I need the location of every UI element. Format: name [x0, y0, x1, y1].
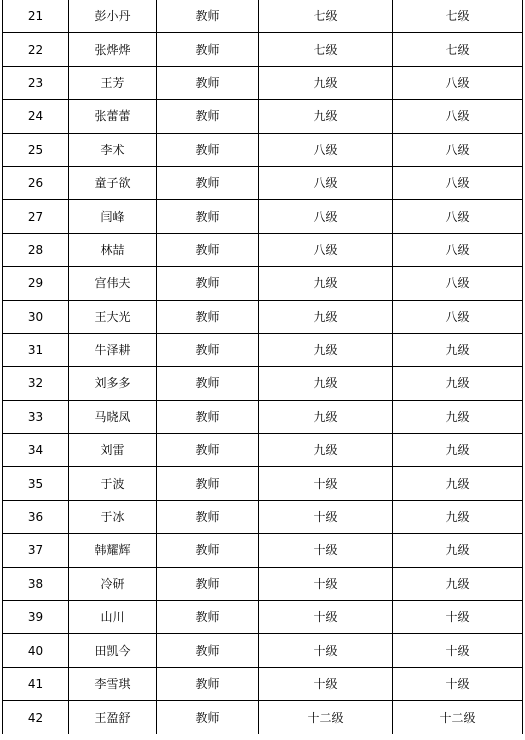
table-row [3, 567, 523, 600]
table-row [3, 300, 523, 333]
table-row [3, 133, 523, 166]
table-row [3, 100, 523, 133]
row-number-cell: 31 [3, 333, 69, 366]
position-cell: 教师 [157, 166, 259, 199]
row-number-cell: 41 [3, 667, 69, 700]
table-row [3, 701, 523, 735]
grade-b-cell: 八级 [393, 66, 523, 99]
grade-b-cell: 九级 [393, 400, 523, 433]
table-row [3, 400, 523, 433]
name-cell: 王芳 [69, 66, 157, 99]
row-number-cell: 38 [3, 567, 69, 600]
name-cell: 冷研 [69, 567, 157, 600]
name-cell: 田凯今 [69, 634, 157, 667]
table-row [3, 667, 523, 700]
grade-b-cell: 九级 [393, 333, 523, 366]
table-row [3, 601, 523, 634]
grade-b-cell: 九级 [393, 434, 523, 467]
position-cell: 教师 [157, 601, 259, 634]
position-cell: 教师 [157, 33, 259, 66]
row-number-cell: 34 [3, 434, 69, 467]
row-number-cell: 22 [3, 33, 69, 66]
grade-a-cell: 九级 [259, 66, 393, 99]
table-row [3, 66, 523, 99]
grade-b-cell: 八级 [393, 133, 523, 166]
row-number-cell: 32 [3, 367, 69, 400]
name-cell: 彭小丹 [69, 0, 157, 33]
position-cell: 教师 [157, 0, 259, 33]
grade-a-cell: 七级 [259, 0, 393, 33]
table-row [3, 467, 523, 500]
name-cell: 王盈舒 [69, 701, 157, 735]
grade-b-cell: 八级 [393, 267, 523, 300]
grade-a-cell: 八级 [259, 166, 393, 199]
table-row [3, 200, 523, 233]
row-number-cell: 29 [3, 267, 69, 300]
grade-a-cell: 十级 [259, 467, 393, 500]
grade-b-cell: 十级 [393, 634, 523, 667]
grade-a-cell: 九级 [259, 100, 393, 133]
grade-a-cell: 十级 [259, 634, 393, 667]
row-number-cell: 23 [3, 66, 69, 99]
row-number-cell: 35 [3, 467, 69, 500]
row-number-cell: 33 [3, 400, 69, 433]
table-row [3, 267, 523, 300]
table-row [3, 333, 523, 366]
staff-grade-table [2, 0, 523, 734]
name-cell: 刘多多 [69, 367, 157, 400]
position-cell: 教师 [157, 667, 259, 700]
grade-a-cell: 十级 [259, 567, 393, 600]
position-cell: 教师 [157, 467, 259, 500]
name-cell: 于冰 [69, 500, 157, 533]
name-cell: 山川 [69, 601, 157, 634]
position-cell: 教师 [157, 534, 259, 567]
grade-b-cell: 九级 [393, 500, 523, 533]
row-number-cell: 42 [3, 701, 69, 735]
grade-a-cell: 九级 [259, 267, 393, 300]
position-cell: 教师 [157, 300, 259, 333]
grade-a-cell: 十二级 [259, 701, 393, 735]
name-cell: 张烨烨 [69, 33, 157, 66]
grade-b-cell: 十二级 [393, 701, 523, 735]
name-cell: 牛泽耕 [69, 333, 157, 366]
name-cell: 宫伟夫 [69, 267, 157, 300]
grade-a-cell: 七级 [259, 33, 393, 66]
grade-b-cell: 九级 [393, 567, 523, 600]
name-cell: 刘雷 [69, 434, 157, 467]
grade-a-cell: 十级 [259, 601, 393, 634]
position-cell: 教师 [157, 500, 259, 533]
table-row [3, 634, 523, 667]
table-row [3, 367, 523, 400]
position-cell: 教师 [157, 434, 259, 467]
grade-a-cell: 十级 [259, 667, 393, 700]
grade-b-cell: 八级 [393, 166, 523, 199]
position-cell: 教师 [157, 400, 259, 433]
grade-a-cell: 八级 [259, 133, 393, 166]
row-number-cell: 30 [3, 300, 69, 333]
position-cell: 教师 [157, 100, 259, 133]
name-cell: 李雪琪 [69, 667, 157, 700]
position-cell: 教师 [157, 66, 259, 99]
table-row [3, 0, 523, 33]
grade-b-cell: 八级 [393, 300, 523, 333]
position-cell: 教师 [157, 567, 259, 600]
position-cell: 教师 [157, 267, 259, 300]
row-number-cell: 25 [3, 133, 69, 166]
grade-a-cell: 九级 [259, 434, 393, 467]
grade-a-cell: 八级 [259, 233, 393, 266]
row-number-cell: 36 [3, 500, 69, 533]
table-body [3, 0, 523, 734]
grade-a-cell: 八级 [259, 200, 393, 233]
position-cell: 教师 [157, 333, 259, 366]
grade-b-cell: 九级 [393, 534, 523, 567]
position-cell: 教师 [157, 634, 259, 667]
row-number-cell: 28 [3, 233, 69, 266]
table-row [3, 534, 523, 567]
table-row [3, 434, 523, 467]
grade-a-cell: 九级 [259, 333, 393, 366]
position-cell: 教师 [157, 233, 259, 266]
grade-b-cell: 九级 [393, 367, 523, 400]
row-number-cell: 24 [3, 100, 69, 133]
name-cell: 于波 [69, 467, 157, 500]
row-number-cell: 21 [3, 0, 69, 33]
grade-b-cell: 十级 [393, 667, 523, 700]
position-cell: 教师 [157, 367, 259, 400]
name-cell: 马晓凤 [69, 400, 157, 433]
grade-a-cell: 九级 [259, 367, 393, 400]
row-number-cell: 27 [3, 200, 69, 233]
grade-a-cell: 十级 [259, 534, 393, 567]
table-row [3, 166, 523, 199]
name-cell: 闫峰 [69, 200, 157, 233]
table-row [3, 33, 523, 66]
grade-b-cell: 八级 [393, 233, 523, 266]
row-number-cell: 40 [3, 634, 69, 667]
grade-a-cell: 十级 [259, 500, 393, 533]
name-cell: 林喆 [69, 233, 157, 266]
row-number-cell: 26 [3, 166, 69, 199]
grade-b-cell: 八级 [393, 200, 523, 233]
grade-b-cell: 七级 [393, 33, 523, 66]
name-cell: 李术 [69, 133, 157, 166]
grade-b-cell: 七级 [393, 0, 523, 33]
grade-a-cell: 九级 [259, 400, 393, 433]
row-number-cell: 39 [3, 601, 69, 634]
name-cell: 张蕾蕾 [69, 100, 157, 133]
name-cell: 王大光 [69, 300, 157, 333]
position-cell: 教师 [157, 701, 259, 735]
name-cell: 童子欲 [69, 166, 157, 199]
table-row [3, 233, 523, 266]
position-cell: 教师 [157, 200, 259, 233]
grade-b-cell: 九级 [393, 467, 523, 500]
grade-b-cell: 十级 [393, 601, 523, 634]
grade-b-cell: 八级 [393, 100, 523, 133]
grade-a-cell: 九级 [259, 300, 393, 333]
row-number-cell: 37 [3, 534, 69, 567]
position-cell: 教师 [157, 133, 259, 166]
name-cell: 韩耀辉 [69, 534, 157, 567]
table-row [3, 500, 523, 533]
